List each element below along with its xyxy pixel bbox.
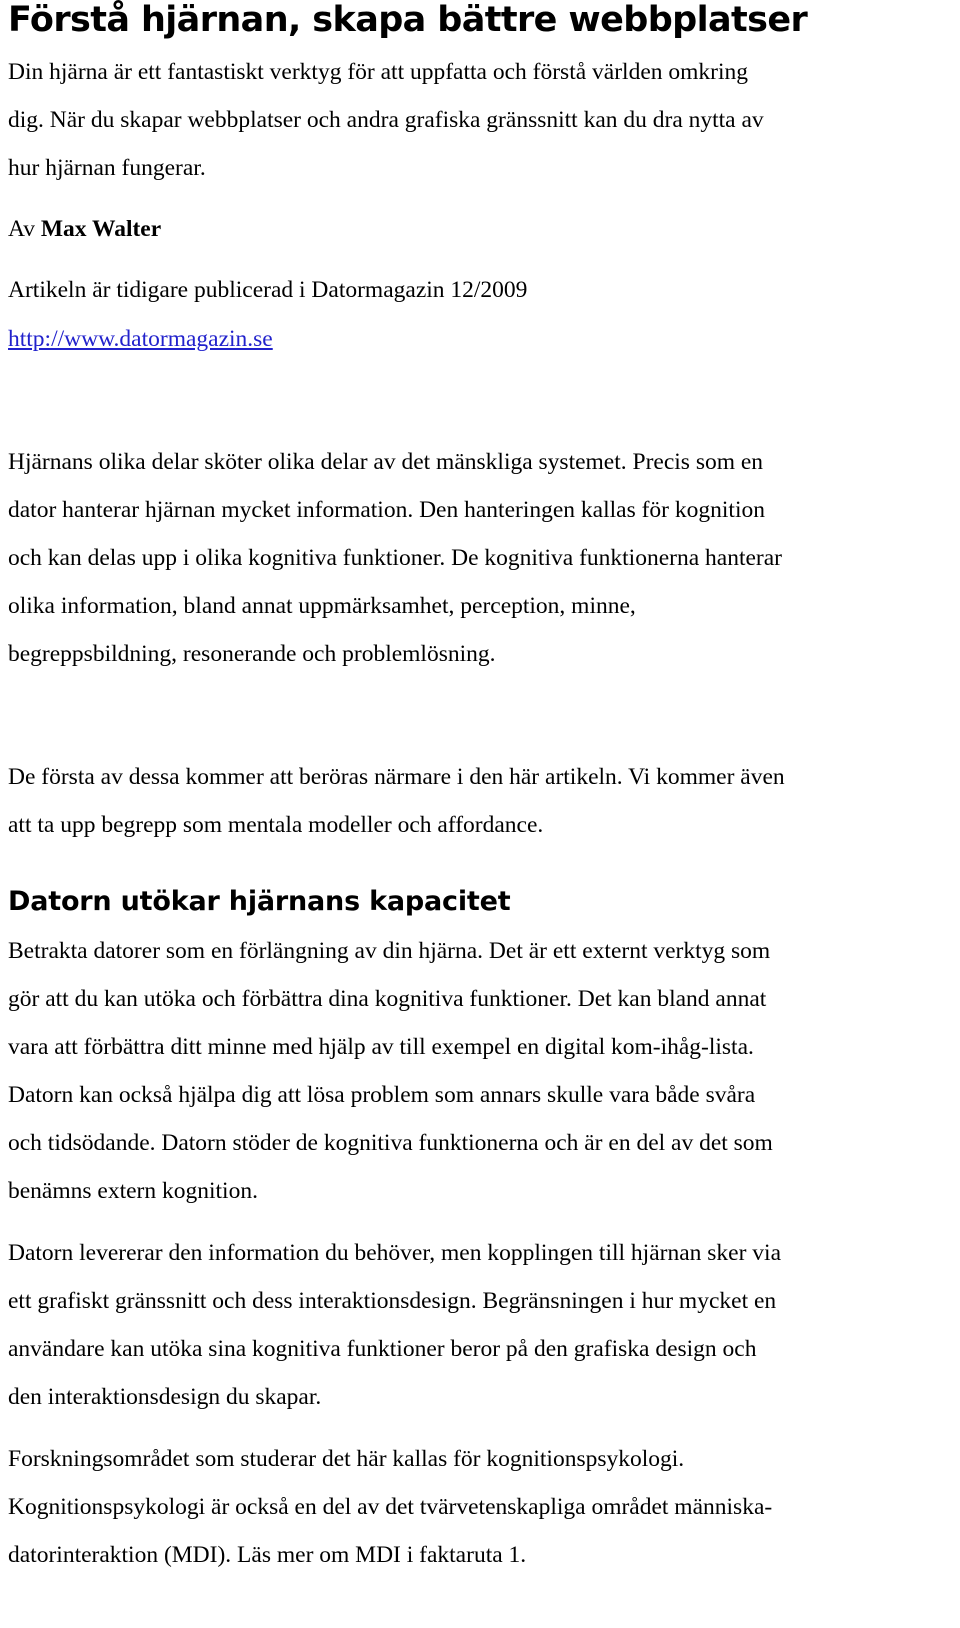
published-note	[8, 266, 952, 314]
paragraph-line: den interaktionsdesign du skapar.	[8, 1384, 322, 1410]
paragraph-line: begreppsbildning, resonerande och problemlösning.	[8, 641, 496, 667]
source-link[interactable]: http://www.datormagazin.se	[8, 326, 273, 352]
paragraph-line: ett grafiskt gränssnitt och dess interaktionsdesign. Begränsningen i hur mycket en	[8, 1288, 777, 1314]
paragraph-line: Datorn kan också hjälpa dig att lösa problem som annars skulle vara både svåra	[8, 1082, 756, 1108]
author-name: Max Walter	[40, 216, 162, 242]
paragraph-scope	[8, 753, 952, 849]
paragraph-line: Datorn levererar den information du behöver, men kopplingen till hjärnan sker via	[8, 1240, 781, 1266]
paragraph-line: dator hanterar hjärnan mycket information. Den hanteringen kallas för kognition	[8, 497, 765, 523]
paragraph-line: Forskningsområdet som studerar det här kallas för kognitionspsykologi.	[8, 1446, 685, 1472]
intro-line: hur hjärnan fungerar.	[8, 155, 206, 181]
section-heading: Datorn utökar hjärnans kapacitet	[8, 886, 511, 917]
paragraph-line: vara att förbättra ditt minne med hjälp av till exempel en digital kom-ihåg-lista.	[8, 1034, 754, 1060]
paragraph-line: och tidsödande. Datorn stöder de kognitiva funktionerna och är en del av det som	[8, 1130, 773, 1156]
paragraph-line: gör att du kan utöka och förbättra dina kognitiva funktioner. Det kan bland annat	[8, 986, 767, 1012]
paragraph-line: att ta upp begrepp som mentala modeller och affordance.	[8, 812, 544, 838]
paragraph-line: Hjärnans olika delar sköter olika delar av det mänskliga systemet. Precis som en	[8, 449, 764, 475]
byline-prefix: Av	[8, 216, 35, 242]
published-note-text: Artikeln är tidigare publicerad i Datormagazin 12/2009	[8, 277, 528, 303]
byline	[8, 205, 952, 253]
intro-line: dig. När du skapar webbplatser och andra grafiska gränssnitt kan du dra nytta av	[8, 107, 764, 133]
paragraph-research	[8, 1435, 952, 1579]
paragraph-line: användare kan utöka sina kognitiva funktioner beror på den grafiska design och	[8, 1336, 757, 1362]
paragraph-line: benämns extern kognition.	[8, 1178, 258, 1204]
paragraph-line: och kan delas upp i olika kognitiva funktioner. De kognitiva funktionerna hanterar	[8, 545, 782, 571]
source-link-paragraph	[8, 315, 952, 363]
paragraph-line: datorinteraktion (MDI). Läs mer om MDI i faktaruta 1.	[8, 1542, 527, 1568]
paragraph-line: De första av dessa kommer att beröras närmare i den här artikeln. Vi kommer även	[8, 764, 785, 790]
paragraph-interface	[8, 1229, 952, 1421]
paragraph-extension	[8, 927, 952, 1215]
article-title: Förstå hjärnan, skapa bättre webbplatser	[8, 0, 808, 40]
paragraph-line: Kognitionspsykologi är också en del av det tvärvetenskapliga området människa-	[8, 1494, 773, 1520]
intro-paragraph	[8, 48, 952, 192]
intro-line: Din hjärna är ett fantastiskt verktyg för att uppfatta och förstå världen omkring	[8, 59, 749, 85]
paragraph-line: Betrakta datorer som en förlängning av din hjärna. Det är ett externt verktyg som	[8, 938, 771, 964]
paragraph-line: olika information, bland annat uppmärksamhet, perception, minne,	[8, 593, 636, 619]
paragraph-cognition	[8, 438, 952, 678]
